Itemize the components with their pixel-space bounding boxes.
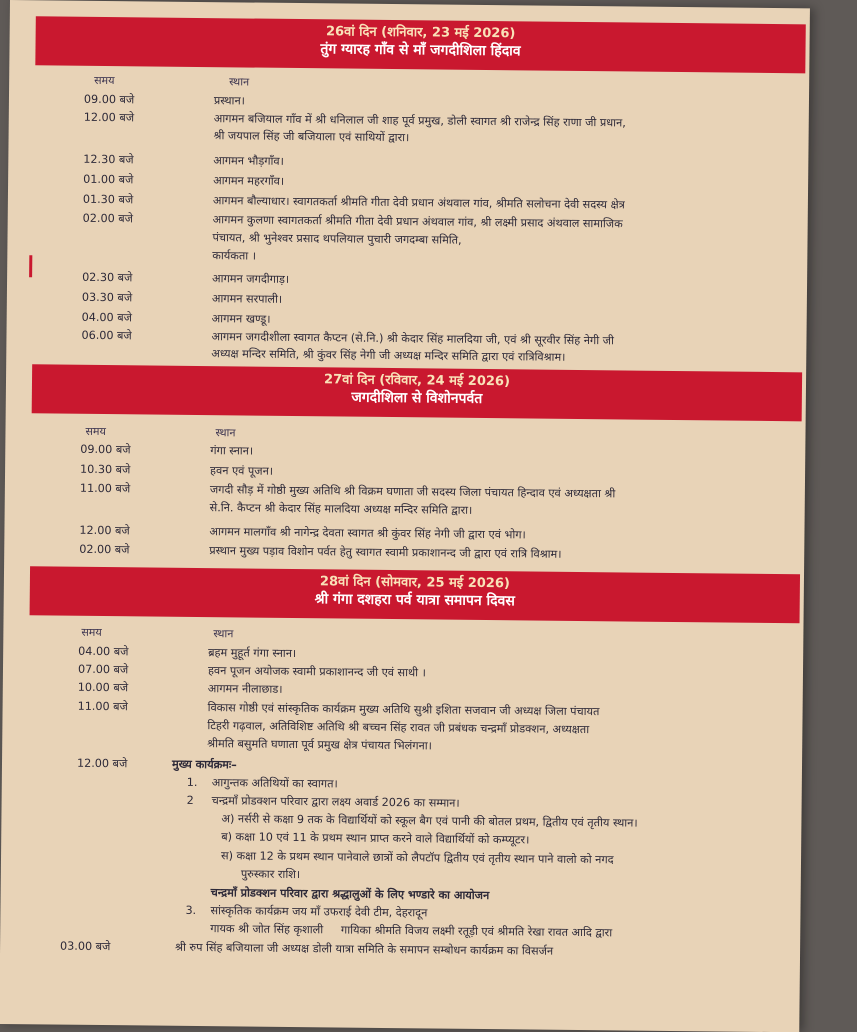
day26-route: तुंग ग्यारह गाँव से माँ जगदीशिला हिंदाव bbox=[320, 41, 521, 60]
row-text-cont: से.नि. कैप्टन श्री केदार सिंह मालदिया अध्यक्ष मन्दिर समिति द्वारा। bbox=[209, 501, 473, 517]
sub-item: अ) नर्सरी से कक्षा 9 तक के विद्यार्थियों को स्कूल बैग एवं पानी की बोतल प्रथम, द्वितीय एवं तृतीय स्थान। bbox=[221, 812, 638, 830]
row-time: 12.00 बजे bbox=[83, 110, 135, 125]
row-text: जगदी सौड़ में गोष्ठी मुख्य अतिथि श्री विक्रम घणाता जी सदस्य जिला पंचायत हिन्दाव एवं अध्यक्षता श्री bbox=[209, 483, 616, 501]
row-time: 10.30 बजे bbox=[80, 462, 131, 477]
row-text: ब्रहम मुहूर्त गंगा स्नान। bbox=[208, 646, 297, 661]
schedule-row bbox=[8, 150, 808, 168]
final-text: श्री रुप सिंह बजियाला जी अध्यक्ष डोली यात्रा समिति के समापन सम्बोधन कार्यक्रम का विसर्जन bbox=[175, 940, 554, 958]
row-text: आगमन कुलणा स्वागतकर्ता श्रीमति गीता देवी प्रधान अंथवाल गांव, श्री लक्ष्मी प्रसाद अंथवाल सामाजिक bbox=[212, 213, 623, 231]
row-time: 12.00 बजे bbox=[79, 523, 130, 538]
sub-item: पुरुस्कार राशि। bbox=[240, 867, 301, 882]
row-time: 09.00 बजे bbox=[80, 442, 131, 457]
row-time: 01.30 बजे bbox=[82, 192, 134, 207]
row-text-cont: अध्यक्ष मन्दिर समिति, श्री कुंवर सिंह नेगी जी अध्यक्ष मन्दिर समिति द्वारा एवं रात्रिविश्राम। bbox=[211, 347, 566, 364]
day28-col-place: स्थान bbox=[213, 627, 234, 641]
row-text-cont: पंचायत, श्री भुनेश्वर प्रसाद थपलियाल पुचारी जगदम्बा समिति, bbox=[212, 231, 462, 247]
sub-item: स) कक्षा 12 के प्रथम स्थान पानेवाले छात्रों को लैपटॉप द्वितीय एवं तृतीय स्थान पाने वालो को नगद bbox=[220, 849, 614, 867]
item-number: 2 bbox=[186, 793, 194, 807]
day28-header-band bbox=[30, 566, 800, 623]
item-number: 3. bbox=[185, 903, 197, 917]
row-time: 11.00 बजे bbox=[77, 699, 128, 714]
day28-route: श्री गंगा दशहरा पर्व यात्रा समापन दिवस bbox=[314, 591, 515, 610]
row-text-cont: श्री जयपाल सिंह जी बजियाला एवं साथियों द्वारा। bbox=[213, 129, 410, 145]
row-time: 01.00 बजे bbox=[83, 172, 134, 187]
schedule-row bbox=[9, 90, 809, 108]
row-text: आगमन खण्डू। bbox=[211, 312, 271, 326]
day27-header: 27वां दिन (रविवार, 24 मई 2026) bbox=[324, 372, 511, 390]
row-text: विकास गोष्ठी एवं सांस्कृतिक कार्यक्रम मुख्य अतिथि सुश्री इशिता सजवान जी अध्यक्ष जिला पंचायत bbox=[207, 701, 600, 719]
day28-col-time: समय bbox=[81, 625, 102, 639]
day27-col-place: स्थान bbox=[215, 426, 236, 440]
row-text: प्रस्थान मुख्य पड़ाव विशोन पर्वत हेतु स्वागत स्वामी प्रकाशानन्द जी द्वारा एवं रात्रि विश्राम। bbox=[209, 544, 562, 561]
row-time: 10.00 बजे bbox=[77, 680, 129, 695]
item-text: चन्द्रमाँ प्रोडक्शन परिवार द्वारा लक्ष्य अवार्ड 2026 का सम्मान। bbox=[211, 794, 460, 810]
row-text: आगमन जगदीगाड़। bbox=[212, 272, 290, 286]
schedule-row bbox=[7, 268, 807, 286]
row-text: प्रस्थान। bbox=[213, 94, 246, 108]
row-time: 02.00 बजे bbox=[79, 542, 130, 557]
row-time: 11.00 बजे bbox=[79, 481, 131, 496]
row-text: आगमन भौड़गाँव। bbox=[213, 154, 284, 168]
row-time: 03.30 बजे bbox=[81, 290, 133, 305]
row-text-cont: टिहरी गढ़वाल, अतिविशिष्ट अतिथि श्री बच्चन सिंह रावत जी प्रबंधक चन्द्रमाँ प्रोडक्शन, अध्यक्षता bbox=[207, 719, 590, 737]
row-text-cont: कार्यकता । bbox=[212, 249, 257, 263]
day27-route: जगदीशिला से विशोनपर्वत bbox=[351, 389, 483, 407]
row-time: 04.00 बजे bbox=[81, 310, 133, 325]
singers-line: गायक श्री जोत सिंह कृशाली गायिका श्रीमति विजय लक्ष्मी रतूड़ी एवं श्रीमति रेखा रावत आदि द्वारा bbox=[210, 922, 613, 940]
final-time: 03.00 बजे bbox=[60, 939, 111, 954]
row-text-cont: श्रीमति बसुमति घणाता पूर्व प्रमुख क्षेत्र पंचायत भिलंगना। bbox=[207, 737, 432, 753]
row-text: हवन पूजन अयोजक स्वामी प्रकाशानन्द जी एवं साथी । bbox=[207, 664, 426, 680]
row-text: आगमन सरपाली। bbox=[211, 292, 283, 306]
day28-header: 28वां दिन (सोमवार, 25 मई 2026) bbox=[319, 574, 510, 592]
item-text: सांस्कृतिक कार्यक्रम जय माँ उफराई देवी टीम, देहरादून bbox=[210, 904, 428, 920]
day26-header: 26वां दिन (शनिवार, 23 मई 2026) bbox=[325, 24, 516, 42]
item-number: 1. bbox=[186, 775, 198, 790]
row-time: 04.00 बजे bbox=[78, 644, 129, 659]
day26-col-place: स्थान bbox=[229, 75, 250, 89]
main-time: 12.00 बजे bbox=[76, 756, 128, 771]
row-text: हवन एवं पूजन। bbox=[210, 464, 274, 478]
row-time: 07.00 बजे bbox=[77, 662, 129, 677]
row-text: आगमन जगदीशीला स्वागत कैप्टन (से.नि.) श्री केदार सिंह मालदिया जी, एवं श्री सूरवीर सिंह नेगी जी bbox=[211, 330, 614, 348]
item-text: आगुन्तक अतिथियों का स्वागत। bbox=[211, 776, 338, 791]
sub-item: ब) कक्षा 10 एवं 11 के प्रथम स्थान प्राप्त करने वाले विद्यार्थियों को कम्प्यूटर। bbox=[221, 830, 530, 847]
schedule-row bbox=[5, 521, 805, 542]
row-text: गंगा स्नान। bbox=[210, 444, 254, 458]
row-time: 02.00 बजे bbox=[82, 211, 134, 226]
day27-header-band bbox=[32, 364, 802, 421]
bhandara-line: चन्द्रमाँ प्रोडक्शन परिवार द्वारा श्रद्धालुओं के लिए भण्डारे का आयोजन bbox=[210, 886, 490, 903]
row-time: 09.00 बजे bbox=[83, 92, 135, 107]
day27-col-time: समय bbox=[85, 424, 106, 439]
schedule-row bbox=[5, 440, 805, 458]
main-program-title: मुख्य कार्यक्रमः– bbox=[171, 757, 237, 772]
margin-mark bbox=[29, 255, 32, 277]
row-text: आगमन बौल्याधार। स्वागतकर्ता श्रीमति गीता देवी प्रधान अंथवाल गांव, श्रीमति सलोचना देवी सदस्य क्षेत्र bbox=[212, 194, 625, 212]
row-text: आगमन महरगाँव। bbox=[213, 174, 285, 188]
schedule-row bbox=[3, 642, 803, 661]
row-time: 06.00 बजे bbox=[81, 328, 132, 343]
row-text: आगमन नीलाछाड। bbox=[207, 682, 283, 696]
row-text: आगमन बजियाल गाँव में श्री धनिलाल जी शाह पूर्व प्रमुख, डोली स्वागत श्री राजेन्द्र सिंह राणा जी प्रधान, bbox=[213, 112, 626, 130]
day26-header-band bbox=[35, 16, 805, 73]
day26-col-time: समय bbox=[94, 73, 115, 88]
row-text: आगमन मालगाँव श्री नागेन्द्र देवता स्वागत श्री कुंवर सिंह नेगी जी द्वारा एवं भोग। bbox=[209, 525, 526, 542]
row-time: 12.30 बजे bbox=[83, 152, 134, 167]
row-time: 02.30 बजे bbox=[82, 270, 133, 285]
